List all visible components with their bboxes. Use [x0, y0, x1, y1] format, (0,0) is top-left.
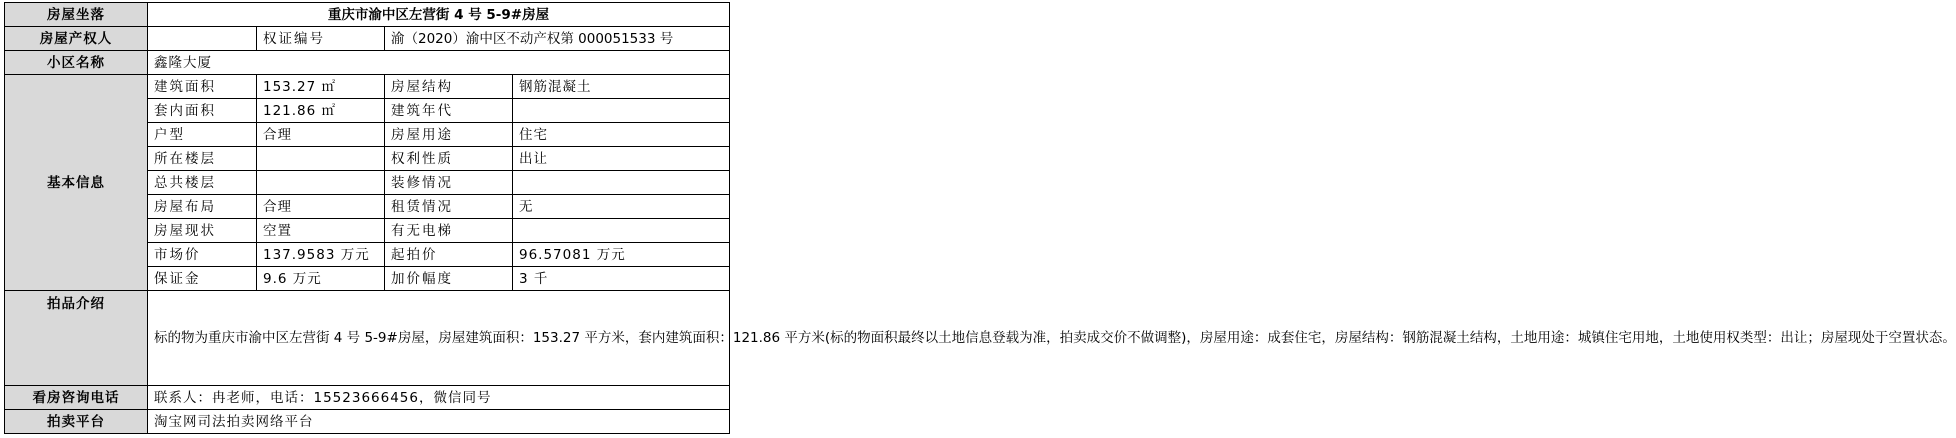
- address-row: [5, 3, 730, 27]
- basic-key: 所在楼层: [148, 147, 257, 171]
- basic-key: 套内面积: [148, 99, 257, 123]
- basic-value: [257, 171, 385, 195]
- basic-value: [513, 171, 730, 195]
- basic-value: 钢筋混凝土: [513, 75, 730, 99]
- basic-value: 无: [513, 195, 730, 219]
- basic-key: 起拍价: [385, 243, 513, 267]
- basic-value: 153.27 ㎡: [257, 75, 385, 99]
- contact-value: 联系人：冉老师，电话：15523666456，微信同号: [148, 386, 730, 410]
- basic-value: [513, 99, 730, 123]
- owner-row: [5, 27, 730, 51]
- basic-value: 合理: [257, 123, 385, 147]
- basic-value: 3 千: [513, 267, 730, 291]
- basic-key: 房屋结构: [385, 75, 513, 99]
- contact-row: [5, 386, 730, 410]
- community-row: [5, 51, 730, 75]
- basic-key: 房屋现状: [148, 219, 257, 243]
- intro-text: 标的物为重庆市渝中区左营街 4 号 5-9#房屋，房屋建筑面积：153.27 平方米，套内建筑面积：121.86 平方米(标的物面积最终以土地信息登载为准，拍卖成交价不做调整)，房屋用途：成套住宅，房屋结构：钢筋混凝土结构，土地用途：城镇住宅用地，土地使用权类型：出让；房屋现处于空置状态。: [148, 291, 730, 386]
- basic-value: [257, 147, 385, 171]
- property-info-table: [4, 2, 1956, 434]
- basic-value: 9.6 万元: [257, 267, 385, 291]
- platform-label: 拍卖平台: [5, 410, 148, 434]
- cert-label: 权证编号: [257, 27, 385, 51]
- cert-value: 渝（2020）渝中区不动产权第 000051533 号: [385, 27, 730, 51]
- basic-label: 基本信息: [5, 75, 148, 291]
- community-value: 鑫隆大厦: [148, 51, 730, 75]
- basic-key: 房屋布局: [148, 195, 257, 219]
- basic-value: 出让: [513, 147, 730, 171]
- address-label: 房屋坐落: [5, 3, 148, 27]
- basic-key: 有无电梯: [385, 219, 513, 243]
- owner-value: [148, 27, 257, 51]
- basic-key: 建筑年代: [385, 99, 513, 123]
- basic-key: 保证金: [148, 267, 257, 291]
- intro-row: [5, 291, 730, 386]
- community-label: 小区名称: [5, 51, 148, 75]
- basic-key: 租赁情况: [385, 195, 513, 219]
- basic-key: 总共楼层: [148, 171, 257, 195]
- basic-row: [5, 75, 730, 99]
- basic-value: 96.57081 万元: [513, 243, 730, 267]
- basic-key: 市场价: [148, 243, 257, 267]
- address-value: 重庆市渝中区左营街 4 号 5-9#房屋: [148, 3, 730, 27]
- basic-key: 户型: [148, 123, 257, 147]
- basic-key: 房屋用途: [385, 123, 513, 147]
- platform-value: 淘宝网司法拍卖网络平台: [148, 410, 730, 434]
- contact-label: 看房咨询电话: [5, 386, 148, 410]
- basic-key: 建筑面积: [148, 75, 257, 99]
- basic-key: 装修情况: [385, 171, 513, 195]
- basic-value: [513, 219, 730, 243]
- basic-value: 空置: [257, 219, 385, 243]
- owner-label: 房屋产权人: [5, 27, 148, 51]
- basic-key: 加价幅度: [385, 267, 513, 291]
- basic-value: 住宅: [513, 123, 730, 147]
- platform-row: [5, 410, 730, 434]
- basic-value: 137.9583 万元: [257, 243, 385, 267]
- intro-label: 拍品介绍: [5, 291, 148, 386]
- basic-key: 权利性质: [385, 147, 513, 171]
- basic-value: 121.86 ㎡: [257, 99, 385, 123]
- basic-value: 合理: [257, 195, 385, 219]
